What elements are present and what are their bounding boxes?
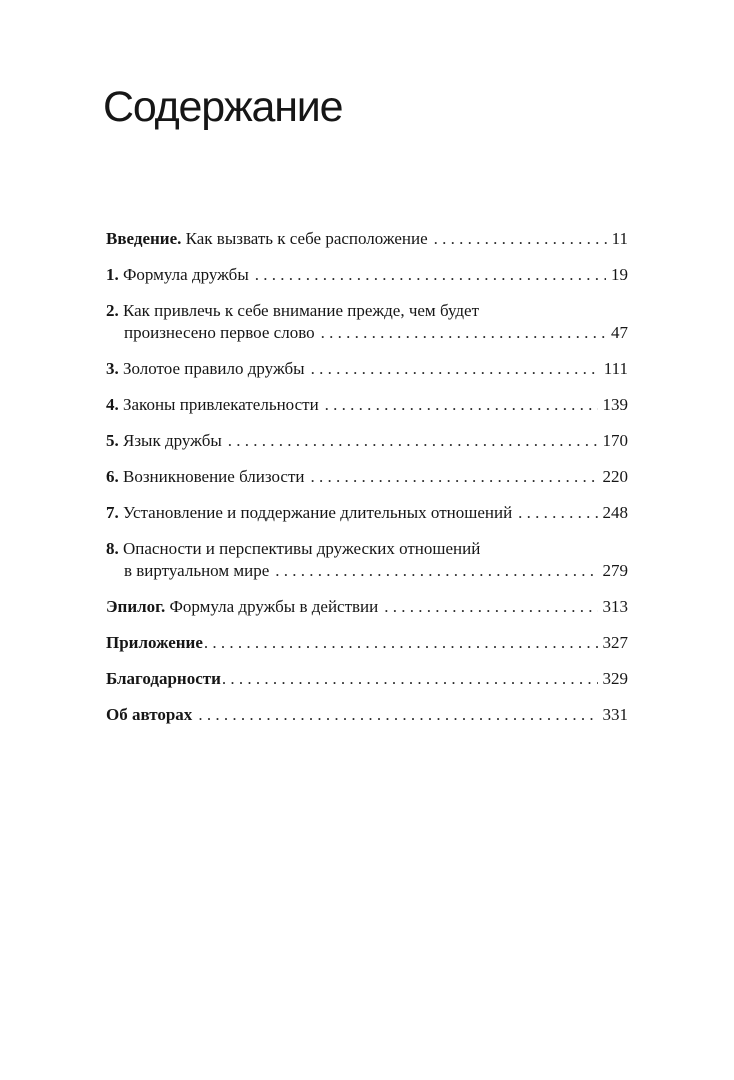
toc-entry-chapter-6[interactable] [106,466,628,488]
toc-page-number: 329 [602,669,628,688]
dot-leader [198,704,597,726]
toc-entry-chapter-8[interactable] [106,538,628,582]
toc-entry-title-continued: произнесено первое слово [124,323,315,342]
toc-page-number: 220 [602,467,628,486]
toc-page-number: 47 [611,323,628,342]
toc-entry-label: 5. [106,431,119,450]
toc-page-number: 279 [602,561,628,580]
dot-leader [204,632,598,654]
toc-entry-chapter-3[interactable] [106,358,628,380]
toc-entry-title: Опасности и перспективы дружеских отношений [118,539,481,558]
dot-leader [325,394,598,416]
toc-entry-title: Как привлечь к себе внимание прежде, чем будет [118,301,479,320]
toc-entry-label: 1. [106,265,119,284]
toc-page-number: 111 [603,359,628,378]
toc-page-number: 313 [602,597,628,616]
toc-page-number: 19 [611,265,628,284]
toc-entry-epilogue[interactable] [106,596,628,618]
toc-entry-label: Приложение [106,633,203,652]
toc-entry-title: Формула дружбы в действии [165,597,379,616]
dot-leader [228,430,598,452]
toc-entry-about-authors[interactable] [106,704,628,726]
dot-leader [518,502,597,524]
toc-entry-chapter-5[interactable] [106,430,628,452]
toc-entry-label: 7. [106,503,119,522]
dot-leader [222,668,598,690]
toc-entry-label: Об авторах [106,705,193,724]
toc-entry-title: Возникновение близости [118,467,305,486]
toc-entry-title: Установление и поддержание длительных отношений [118,503,513,522]
page-title: Содержание [103,83,343,131]
dot-leader [311,358,599,380]
toc-entry-label: 2. [106,301,119,320]
dot-leader [384,596,597,618]
toc-entry-label: Эпилог. [106,597,166,616]
toc-entry-label: Введение. [106,229,182,248]
dot-leader [311,466,598,488]
toc-page-number: 248 [602,503,628,522]
dot-leader [321,322,606,344]
toc-entry-title: Язык дружбы [118,431,222,450]
toc-entry-title: Золотое правило дружбы [118,359,305,378]
toc-entry-title: Как вызвать к себе расположение [181,229,428,248]
toc-page-number: 11 [611,229,628,248]
toc-entry-appendix[interactable] [106,632,628,654]
toc-entry-acknowledgements[interactable] [106,668,628,690]
toc-entry-chapter-1[interactable] [106,264,628,286]
dot-leader [275,560,597,582]
toc-entry-label: 4. [106,395,119,414]
toc-entry-label: 3. [106,359,119,378]
toc-entry-chapter-7[interactable] [106,502,628,524]
table-of-contents [106,228,628,740]
toc-entry-label: 6. [106,467,119,486]
toc-entry-chapter-2[interactable] [106,300,628,344]
toc-entry-chapter-4[interactable] [106,394,628,416]
toc-page-number: 327 [602,633,628,652]
toc-page-number: 139 [602,395,628,414]
toc-page-number: 331 [602,705,628,724]
dot-leader [434,228,607,250]
dot-leader [255,264,606,286]
toc-entry-title: Формула дружбы [118,265,249,284]
toc-page-number: 170 [602,431,628,450]
toc-entry-introduction[interactable] [106,228,628,250]
toc-entry-label: Благодарности [106,669,221,688]
toc-entry-label: 8. [106,539,119,558]
toc-entry-title: Законы привлекательности [118,395,319,414]
toc-entry-title-continued: в виртуальном мире [124,561,270,580]
